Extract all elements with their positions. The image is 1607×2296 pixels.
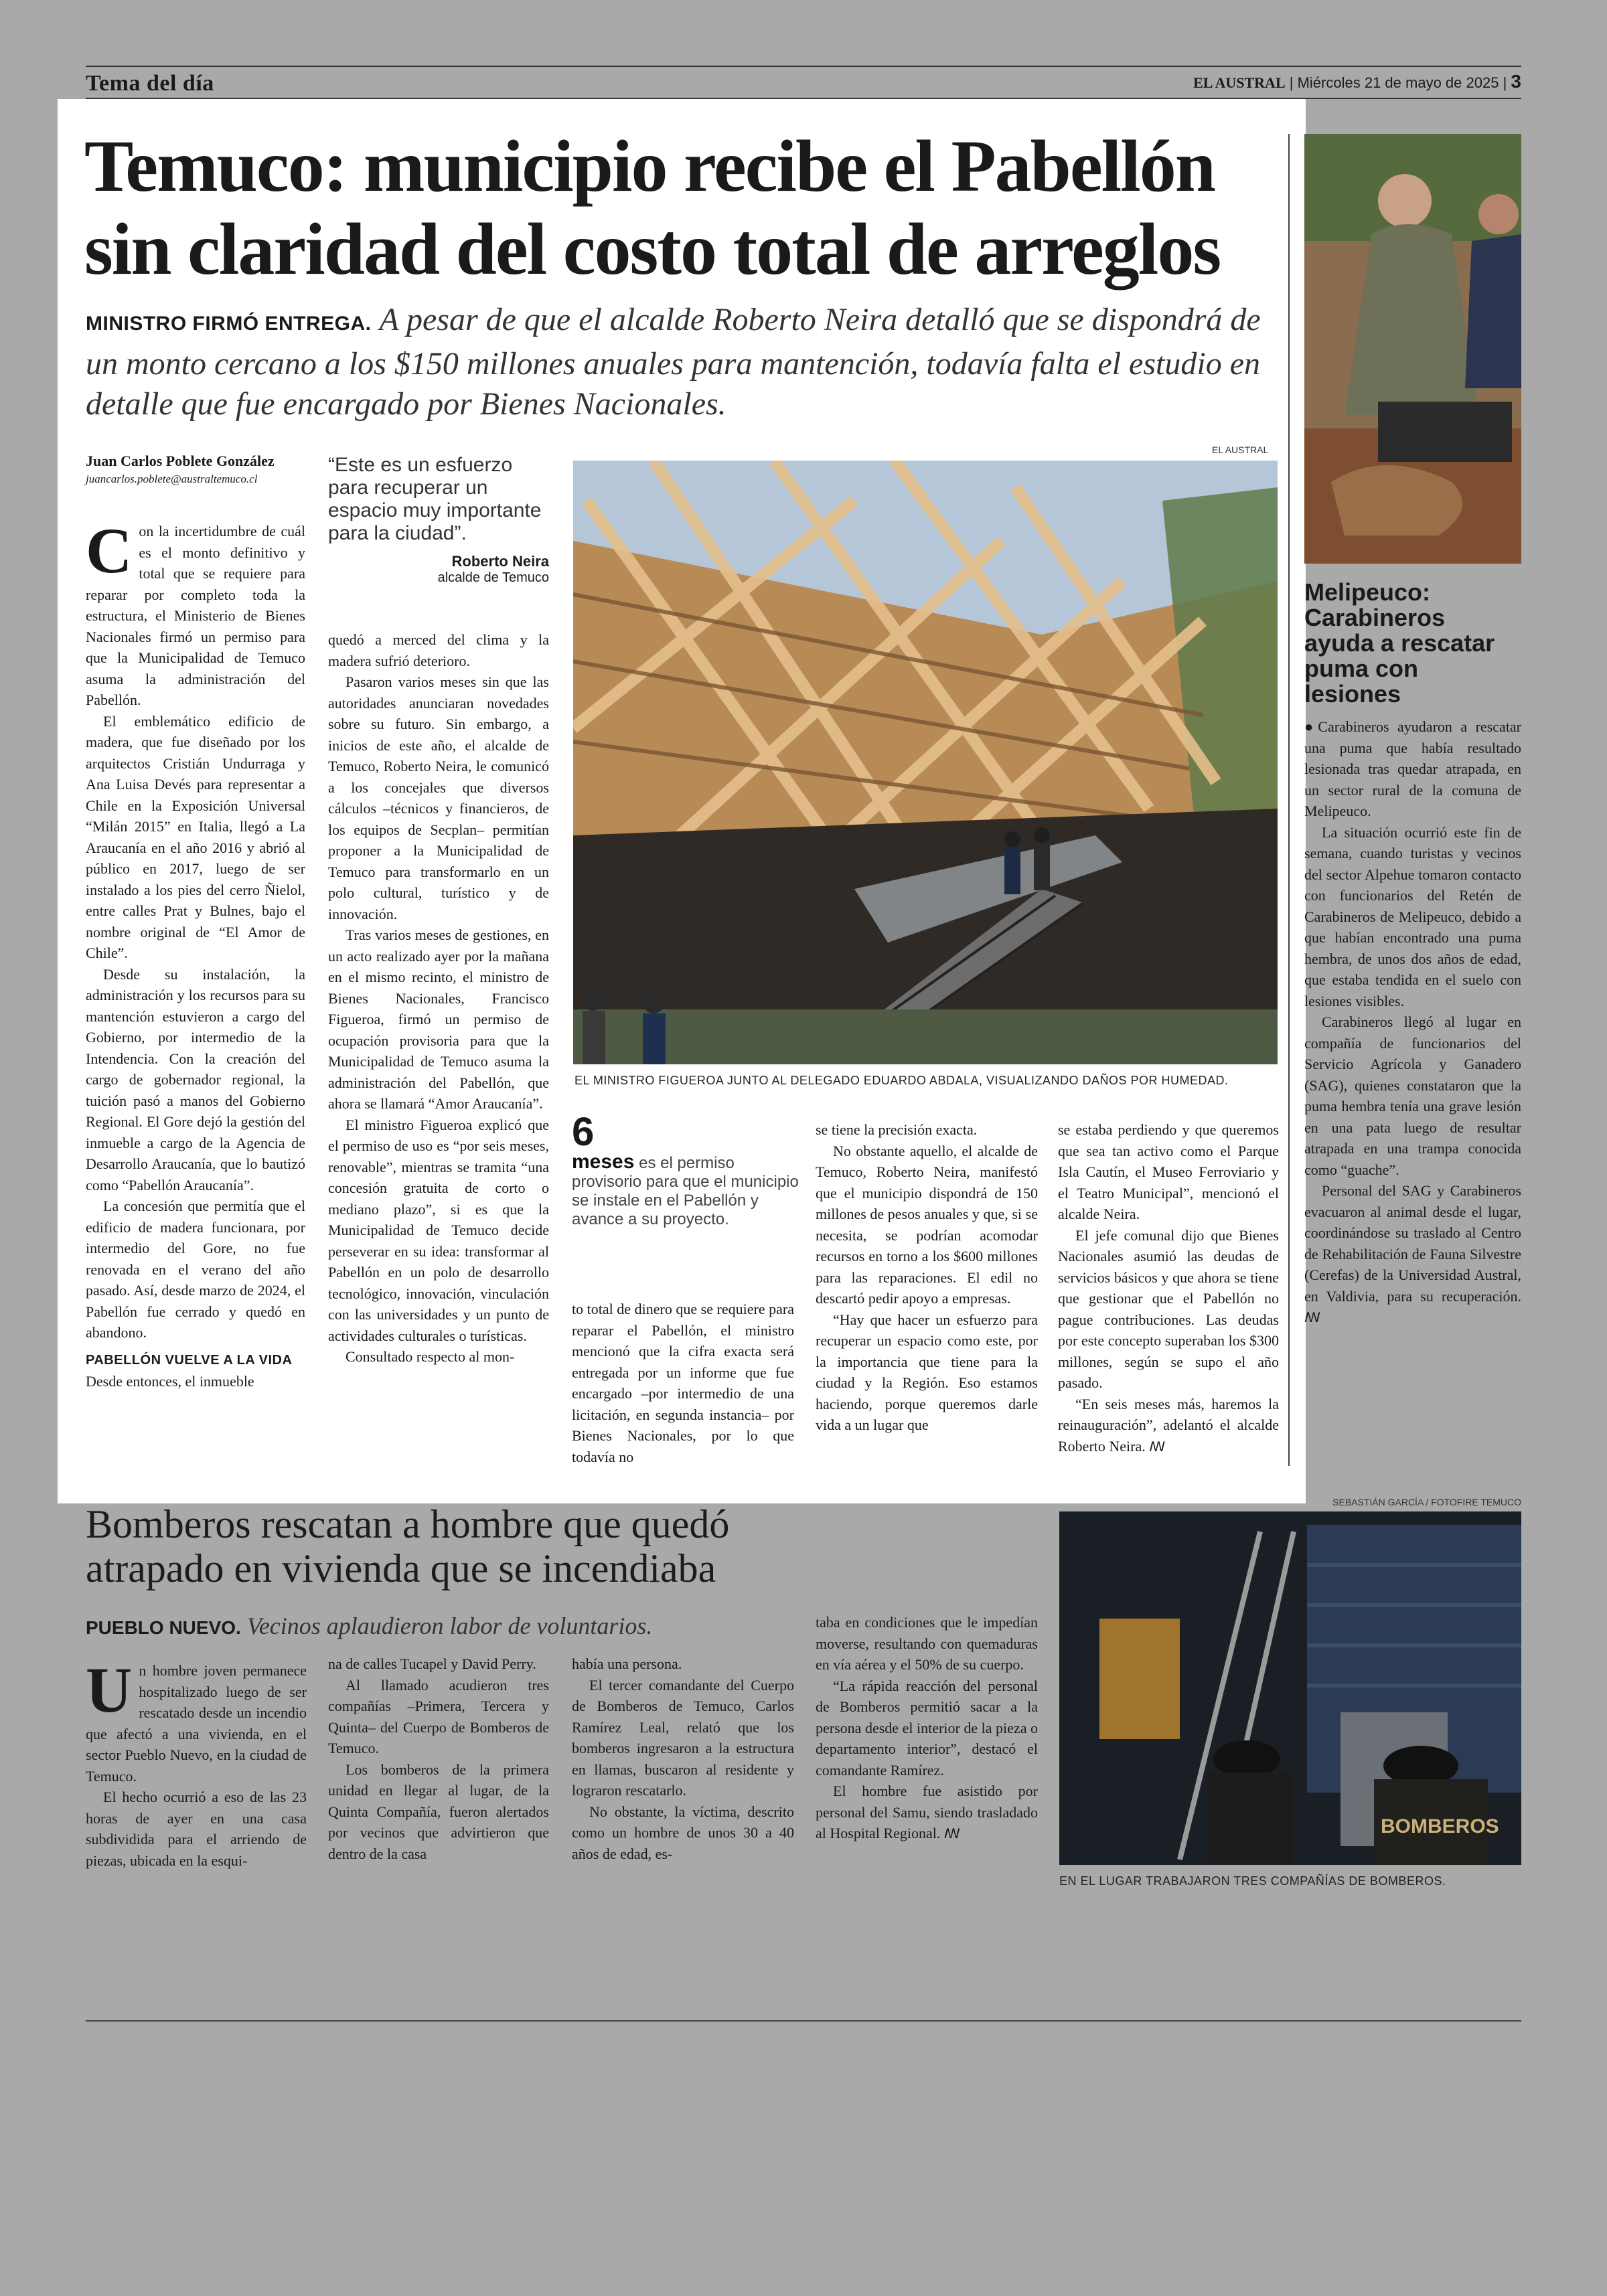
paragraph: Con la incertidumbre de cuál es el monto definitivo y total que se requiere para reparar por completo toda la estructura, el Ministerio de Bienes Nacionales firmó un permiso para que la Municipalidad de Temuco asuma la administración del Pabellón. [86,515,305,708]
headline-line-2: sin claridad del costo total de arreglos [84,208,1221,290]
masthead-info [1193,71,1521,92]
paragraph: La situación ocurrió este fin de semana, cuando turistas y vecinos del sector Alpehue tomaron contacto con funcionarios del Retén de Carabineros de Melipeuco, debido a que habían encontrado una puma hembra, de unos dos años de edad, que estaba tendida en el suelo con lesiones visibles. [1304,823,1521,1009]
fact-text: es el permiso provisorio para que el municipio se instale en el Pabellón y avance a su proyecto. [572,1154,799,1228]
paragraph: “En seis meses más, haremos la reinauguración”, adelantó el alcalde Roberto Neira. ꟿ [1058,1395,1279,1455]
second-kicker: PUEBLO NUEVO. [86,1617,241,1638]
paragraph: Los bomberos de la primera unidad en llegar al lugar, de la Quinta Compañía, fueron alertados por vecinos que advirtieron que dentro de la casa [328,1760,549,1862]
main-column-4 [816,1119,1038,1436]
section-label: Tema del día [86,71,214,96]
pavilion-photo [573,461,1278,1064]
photo-credit: EL AUSTRAL [1212,444,1269,455]
paragraph: “Hay que hacer un esfuerzo para recuperar un espacio como este, por la importancia que tiene para la ciudad y la Región. Eso estamos haciendo, porque queremos darle vida a un lugar que [816,1311,1038,1433]
photo-caption: EN EL LUGAR TRABAJARON TRES COMPAÑÍAS DE BOMBEROS. [1059,1874,1446,1888]
main-headline [84,125,1290,291]
author-email: juancarlos.poblete@australtemuco.cl [86,473,258,485]
side-column [1304,716,1521,1329]
main-deck-text: A pesar de que el alcalde Roberto Neira detalló que se dispondrá de un monto cercano a los $150 millones anuales para mantención, todavía falta el estudio en detalle que fue encargado por Bienes Nacionales. [86,302,1261,422]
fact-number: 6 [572,1109,595,1154]
paragraph: Desde entonces, el inmueble [86,1373,254,1390]
main-column-1 [86,515,305,1392]
end-mark-icon: ꟿ [1304,1311,1320,1325]
headline-line-2: atrapado en vivienda que se incendiaba [86,1546,716,1590]
paragraph: na de calles Tucapel y David Perry. [328,1655,536,1672]
fact-body [572,1153,799,1229]
paragraph: ●Carabineros ayudaron a rescatar una puma que había resultado lesionada tras quedar atrapada, en un sector rural de la comuna de Melipeuco. [1304,718,1521,819]
quote-role: alcalde de Temuco [437,570,549,585]
paragraph: El hecho ocurrió a eso de las 23 horas de ayer en una casa subdividida para el arriendo de piezas, ubicada en la esqui- [86,1789,307,1869]
column-rule [1288,134,1290,1466]
puma-rescue-photo [1304,134,1521,564]
fact-label: meses [572,1151,635,1173]
photo-label: BOMBEROS [1381,1815,1499,1837]
author-name: Juan Carlos Poblete González [86,453,275,469]
issue-date: Miércoles 21 de mayo de 2025 [1297,74,1499,91]
divider: | [1503,74,1507,91]
paragraph: El jefe comunal dijo que Bienes Nacionales asumió las deudas de servicios básicos y que ahora se tiene que gestionar que el Pabellón no pague contribuciones. Las deudas por este concepto superaban los $300 millones, según se supo el año pasado. [1058,1226,1279,1391]
puma-rescue-illustration [1304,134,1521,564]
paragraph: se tiene la precisión exacta. [816,1121,978,1138]
paragraph: to total de dinero que se requiere para reparar el Pabellón, el ministro mencionó que la cifra exacta será entregada por un informe que fue encargado –por intermedio de una licitación, en segunda instancia– por Bienes Nacionales, por lo que todavía no [572,1301,794,1465]
byline [86,453,313,486]
main-kicker: MINISTRO FIRMÓ ENTREGA. [86,313,372,335]
paragraph: El emblemático edificio de madera, que fue diseñado por los arquitectos Cristián Undurraga y Ana Luisa Devés para representar a Chile en la Exposición Universal “Milán 2015” en Italia, llegó a La Araucanía en el año 2016 y abrió al público en 2017, luego de ser instalado a los pies del cerro Ñielol, entre calles Prat y Bulnes, bajo el nombre original de “El Amor de Chile”. [86,712,305,961]
header-rule-bottom [86,98,1521,99]
publication-name: EL AUSTRAL [1193,74,1286,91]
end-mark-icon: ꟿ [943,1827,960,1841]
second-column-1 [86,1654,307,1871]
main-column-3 [572,1299,794,1467]
drop-cap: U [86,1654,133,1726]
main-column-2 [328,629,549,1368]
second-column-2 [328,1653,549,1864]
paragraph: había una persona. [572,1655,682,1672]
paragraph: Al llamado acudieron tres compañías –Primera, Tercera y Quinta– del Cuerpo de Bomberos de Temuco. [328,1676,549,1756]
paragraph: La concesión que permitía que el edificio de madera funcionara, por intermedio del Gore, no fue renovada en el verano del año pasado. Así, desde marzo de 2024, el Pabellón fue cerrado y quedó en abandono. [86,1198,305,1341]
paragraph: Carabineros llegó al lugar en compañía de funcionarios del Servicio Agrícola y Ganadero (SAG), quienes constataron que la puma hembra tenía una grave lesión en una pata luego de resultar atrapada en una trampa conocida como “guache”. [1304,1013,1521,1178]
headline-line-1: Temuco: municipio recibe el Pabellón [84,125,1215,207]
paragraph: Pasaron varios meses sin que las autoridades anunciaran novedades sobre su futuro. Sin embargo, a inicios de este año, el alcalde de Temuco, Roberto Neira, le comunicó a los concejales que diversos cálculos –técnicos y financieros, de los equipos de Secplan– permitían proponer a la Municipalidad de Temuco para transformarlo en un polo cultural, turístico y de innovación. [328,673,549,922]
paragraph: Tras varios meses de gestiones, en un acto realizado ayer por la mañana en el mismo recinto, el ministro de Bienes Nacionales, Francisco Figueroa, firmó un permiso de ocupación provisoria para que la Municipalidad de Temuco asuma la administración del Pabellón, que ahora se llamará “Amor Araucanía”. [328,926,549,1112]
paragraph: taba en condiciones que le impedían moverse, resultando con quemaduras en vía aérea y el 50% de su cuerpo. [816,1614,1038,1673]
paragraph: Personal del SAG y Carabineros evacuaron al animal desde el lugar, coordinándose su traslado al Centro de Rehabilitación de Fauna Silvestre (Cerefas) de la Universidad Austral, en Valdivia, para su recuperación. ꟿ [1304,1182,1521,1325]
subhead: PABELLÓN VUELVE A LA VIDA [86,1352,293,1368]
header-rule [86,66,1521,67]
paragraph: El ministro Figueroa explicó que el permiso de uso es “por seis meses, renovable”, mientras se tramita “una concesión gratuita de corto o mediano plazo”, si es que la Municipalidad de Temuco decide perseverar en su idea: transformar al Pabellón en un polo de desarrollo tecnológico, innovación, vinculación con las universidades y un punto de actividades culturales o turísticas. [328,1116,549,1344]
quote-text: “Este es un esfuerzo para recuperar un espacio muy importante para la ciudad”. [328,454,542,544]
paragraph: El tercer comandante del Cuerpo de Bomberos de Temuco, Carlos Ramírez Leal, relató que los bomberos ingresaron a la estructura en llamas, buscaron al residente y lograron rescatarlo. [572,1676,794,1799]
second-column-4 [816,1612,1038,1846]
paragraph: Un hombre joven permanece hospitalizado luego de ser rescatado desde un incendio que afectó a una vivienda, en el sector Pueblo Nuevo, en la ciudad de Temuco. [86,1654,307,1785]
headline-line-1: Bomberos rescatan a hombre que quedó [86,1502,730,1546]
paragraph: se estaba perdiendo y que queremos que sea tan activo como el Parque Isla Cautín, el Museo Ferroviario y el Teatro Municipal”, mencionó el alcalde Neira. [1058,1121,1279,1222]
fact-box [572,1111,799,1229]
footer-rule [86,2020,1521,2022]
drop-cap: C [86,515,133,586]
photo-credit: SEBASTIÁN GARCÍA / FOTOFIRE TEMUCO [1332,1497,1521,1507]
firefighters-photo [1059,1511,1521,1865]
photo-caption: EL MINISTRO FIGUEROA JUNTO AL DELEGADO EDUARDO ABDALA, VISUALIZANDO DAÑOS POR HUMEDAD. [575,1074,1229,1087]
second-headline [86,1502,1023,1590]
second-column-3 [572,1653,794,1864]
divider: | [1289,74,1294,91]
page-number: 3 [1511,71,1521,92]
paragraph: No obstante, la víctima, descrito como un hombre de unos 30 a 40 años de edad, es- [572,1803,794,1862]
paragraph: quedó a merced del clima y la madera sufrió deterioro. [328,631,549,669]
quote-name: Roberto Neira [451,553,549,570]
end-mark-icon: ꟿ [1149,1439,1166,1455]
main-deck [86,300,1284,424]
second-deck-text: Vecinos aplaudieron labor de voluntarios. [246,1613,653,1639]
paragraph: “La rápida reacción del personal de Bomberos permitió sacar a la persona desde el interior de la pieza o departamento interior”, destacó el comandante Ramírez. [816,1677,1038,1779]
paragraph: Consultado respecto al mon- [346,1348,515,1365]
pull-quote [328,454,549,586]
paragraph: No obstante aquello, el alcalde de Temuco, Roberto Neira, manifestó que el municipio dispondrá de 150 millones de pesos anuales y que, si se necesita, se podrían acomodar recursos en torno a los $600 millones para las reparaciones. El edil no descartó pedir apoyo a empresas. [816,1142,1038,1307]
paragraph: El hombre fue asistido por personal del Samu, siendo trasladado al Hospital Regional. ꟿ [816,1783,1038,1841]
firefighters-illustration [1059,1511,1521,1865]
pavilion-illustration [573,461,1278,1064]
paragraph: Desde su instalación, la administración y los recursos para su mantención estuvieron a cargo del Gobierno, por intermedio de la Intendencia. Con la creación del cargo de gobernador regional, la tuición pasó a manos del Gobierno Regional. El Gore dejó la gestión del inmueble a cargo de la Agencia de Desarrollo Araucanía, que lo bautizó como “Pabellón Araucanía”. [86,965,305,1194]
main-column-5 [1058,1119,1279,1458]
side-headline: Melipeuco: Carabineros ayuda a rescatar puma con lesiones [1304,578,1495,708]
